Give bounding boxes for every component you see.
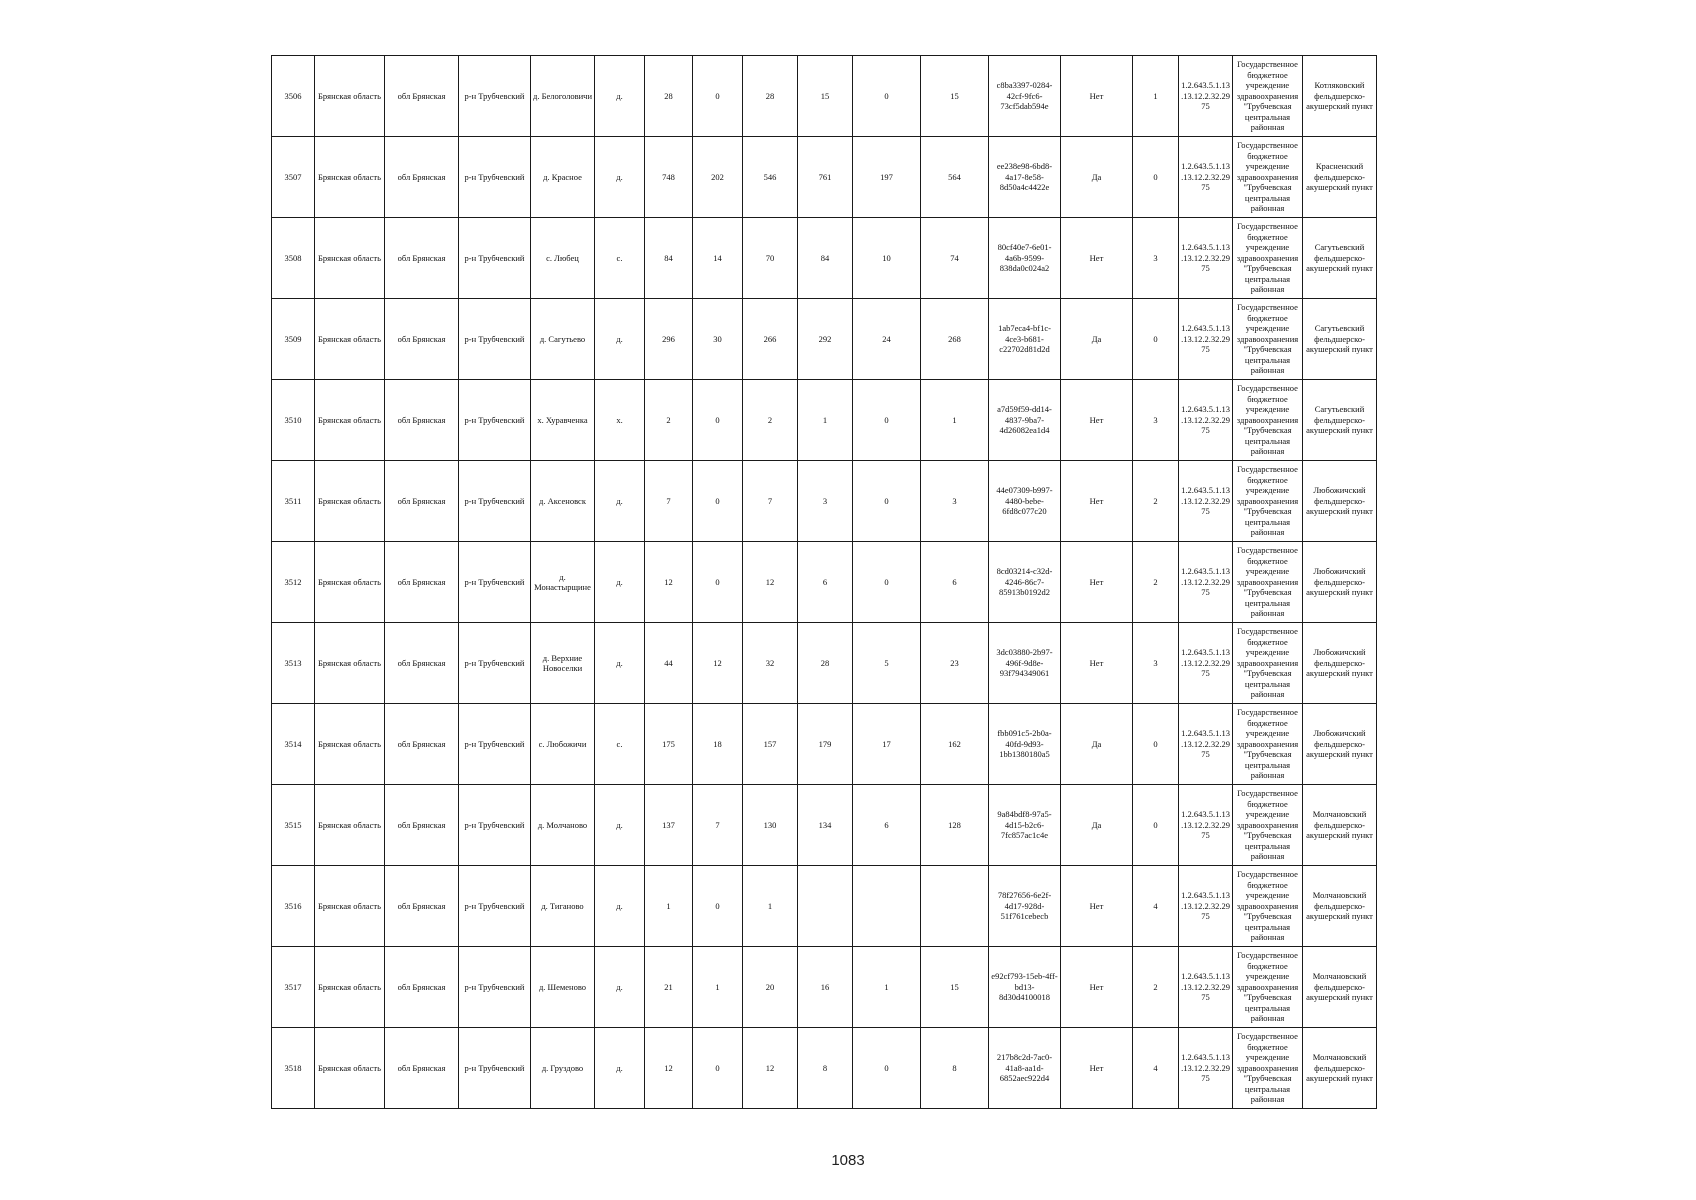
region-cell: Брянская область <box>315 623 385 704</box>
row-number-cell: 3506 <box>272 56 315 137</box>
population-total-prev-cell <box>798 866 853 947</box>
population-adults-cell: 1 <box>743 866 798 947</box>
district-cell: р-н Трубчевский <box>459 299 531 380</box>
population-children-cell: 1 <box>693 947 743 1028</box>
district-cell: р-н Трубчевский <box>459 947 531 1028</box>
oblast-cell: обл Брянская <box>385 137 459 218</box>
fias-guid-cell: 78f27656-6e2f-4d17-928d-51f761cebecb <box>989 866 1061 947</box>
medical-point-cell: Молчановский фельдшерско-акушерский пункт <box>1303 866 1377 947</box>
oblast-cell: обл Брянская <box>385 947 459 1028</box>
distance-cell: 0 <box>1133 785 1179 866</box>
row-number-cell: 3516 <box>272 866 315 947</box>
population-adults-cell: 546 <box>743 137 798 218</box>
row-number-cell: 3517 <box>272 947 315 1028</box>
medical-facility-flag-cell: Нет <box>1061 218 1133 299</box>
population-total-cell: 84 <box>645 218 693 299</box>
medical-facility-flag-cell: Да <box>1061 299 1133 380</box>
population-adults-cell: 2 <box>743 380 798 461</box>
population-total-cell: 12 <box>645 1028 693 1109</box>
distance-cell: 2 <box>1133 542 1179 623</box>
population-total-cell: 2 <box>645 380 693 461</box>
medical-point-cell: Любожичский фельдшерско-акушерский пункт <box>1303 704 1377 785</box>
oid-code-cell: 1.2.643.5.1.13.13.12.2.32.2975 <box>1179 704 1233 785</box>
organization-cell: Государственное бюджетное учреждение здравоохранения "Трубчевская центральная районная <box>1233 947 1303 1028</box>
population-adults-cell: 28 <box>743 56 798 137</box>
table-row <box>272 947 1377 1028</box>
row-number-cell: 3513 <box>272 623 315 704</box>
settlement-cell: д. Тиганово <box>531 866 595 947</box>
population-adults-cell: 32 <box>743 623 798 704</box>
settlement-type-cell: д. <box>595 1028 645 1109</box>
population-total-prev-cell: 6 <box>798 542 853 623</box>
table-row <box>272 623 1377 704</box>
table-row <box>272 380 1377 461</box>
fias-guid-cell: a7d59f59-dd14-4837-9ba7-4d26082ea1d4 <box>989 380 1061 461</box>
oblast-cell: обл Брянская <box>385 218 459 299</box>
population-children-prev-cell: 0 <box>853 1028 921 1109</box>
distance-cell: 0 <box>1133 704 1179 785</box>
region-cell: Брянская область <box>315 785 385 866</box>
population-total-cell: 7 <box>645 461 693 542</box>
medical-point-cell: Любожичский фельдшерско-акушерский пункт <box>1303 461 1377 542</box>
settlement-cell: д. Аксеновск <box>531 461 595 542</box>
oid-code-cell: 1.2.643.5.1.13.13.12.2.32.2975 <box>1179 218 1233 299</box>
district-cell: р-н Трубчевский <box>459 704 531 785</box>
medical-facility-flag-cell: Нет <box>1061 56 1133 137</box>
organization-cell: Государственное бюджетное учреждение здравоохранения "Трубчевская центральная районная <box>1233 137 1303 218</box>
medical-point-cell: Сагутьевский фельдшерско-акушерский пункт <box>1303 380 1377 461</box>
row-number-cell: 3511 <box>272 461 315 542</box>
distance-cell: 0 <box>1133 137 1179 218</box>
population-adults-prev-cell: 3 <box>921 461 989 542</box>
fias-guid-cell: 80cf40e7-6e01-4a6b-9599-838da0c024a2 <box>989 218 1061 299</box>
distance-cell: 1 <box>1133 56 1179 137</box>
region-cell: Брянская область <box>315 218 385 299</box>
population-adults-prev-cell: 1 <box>921 380 989 461</box>
settlement-type-cell: с. <box>595 704 645 785</box>
organization-cell: Государственное бюджетное учреждение здравоохранения "Трубчевская центральная районная <box>1233 704 1303 785</box>
population-total-prev-cell: 16 <box>798 947 853 1028</box>
organization-cell: Государственное бюджетное учреждение здравоохранения "Трубчевская центральная районная <box>1233 461 1303 542</box>
settlement-type-cell: с. <box>595 218 645 299</box>
settlement-cell: д. Молчаново <box>531 785 595 866</box>
fias-guid-cell: ee238e98-6bd8-4a17-8e58-8d50a4c4422e <box>989 137 1061 218</box>
row-number-cell: 3508 <box>272 218 315 299</box>
row-number-cell: 3512 <box>272 542 315 623</box>
organization-cell: Государственное бюджетное учреждение здравоохранения "Трубчевская центральная районная <box>1233 380 1303 461</box>
population-total-prev-cell: 28 <box>798 623 853 704</box>
population-total-prev-cell: 761 <box>798 137 853 218</box>
fias-guid-cell: e92cf793-15eb-4ff-bd13-8d30d4100018 <box>989 947 1061 1028</box>
oid-code-cell: 1.2.643.5.1.13.13.12.2.32.2975 <box>1179 1028 1233 1109</box>
medical-facility-flag-cell: Нет <box>1061 947 1133 1028</box>
population-total-prev-cell: 179 <box>798 704 853 785</box>
fias-guid-cell: 9a84bdf8-97a5-4d15-b2c6-7fc857ac1c4e <box>989 785 1061 866</box>
oid-code-cell: 1.2.643.5.1.13.13.12.2.32.2975 <box>1179 299 1233 380</box>
settlement-type-cell: д. <box>595 56 645 137</box>
population-adults-prev-cell: 128 <box>921 785 989 866</box>
medical-point-cell: Любожичский фельдшерско-акушерский пункт <box>1303 623 1377 704</box>
district-cell: р-н Трубчевский <box>459 785 531 866</box>
table-body <box>272 56 1377 1109</box>
organization-cell: Государственное бюджетное учреждение здравоохранения "Трубчевская центральная районная <box>1233 56 1303 137</box>
population-adults-cell: 157 <box>743 704 798 785</box>
oid-code-cell: 1.2.643.5.1.13.13.12.2.32.2975 <box>1179 866 1233 947</box>
district-cell: р-н Трубчевский <box>459 137 531 218</box>
settlement-type-cell: д. <box>595 137 645 218</box>
medical-facility-flag-cell: Да <box>1061 785 1133 866</box>
row-number-cell: 3507 <box>272 137 315 218</box>
medical-facility-flag-cell: Нет <box>1061 623 1133 704</box>
population-adults-prev-cell <box>921 866 989 947</box>
distance-cell: 2 <box>1133 461 1179 542</box>
medical-facility-flag-cell: Да <box>1061 137 1133 218</box>
distance-cell: 3 <box>1133 218 1179 299</box>
population-children-cell: 0 <box>693 461 743 542</box>
settlement-type-cell: х. <box>595 380 645 461</box>
region-cell: Брянская область <box>315 461 385 542</box>
settlement-cell: с. Любец <box>531 218 595 299</box>
oblast-cell: обл Брянская <box>385 299 459 380</box>
table-row <box>272 56 1377 137</box>
fias-guid-cell: 44e07309-b997-4480-bebe-6fd8c077c20 <box>989 461 1061 542</box>
population-children-prev-cell: 24 <box>853 299 921 380</box>
district-cell: р-н Трубчевский <box>459 461 531 542</box>
settlement-type-cell: д. <box>595 866 645 947</box>
fias-guid-cell: c8ba3397-0284-42cf-9fc6-73cf5dab594e <box>989 56 1061 137</box>
population-children-prev-cell: 17 <box>853 704 921 785</box>
medical-facility-flag-cell: Нет <box>1061 866 1133 947</box>
population-children-cell: 0 <box>693 1028 743 1109</box>
population-children-prev-cell: 0 <box>853 542 921 623</box>
population-total-cell: 21 <box>645 947 693 1028</box>
population-children-prev-cell: 10 <box>853 218 921 299</box>
population-total-prev-cell: 3 <box>798 461 853 542</box>
medical-point-cell: Сагутьевский фельдшерско-акушерский пункт <box>1303 218 1377 299</box>
row-number-cell: 3510 <box>272 380 315 461</box>
region-cell: Брянская область <box>315 56 385 137</box>
settlement-cell: д. Красное <box>531 137 595 218</box>
organization-cell: Государственное бюджетное учреждение здравоохранения "Трубчевская центральная районная <box>1233 1028 1303 1109</box>
population-adults-prev-cell: 564 <box>921 137 989 218</box>
population-adults-cell: 20 <box>743 947 798 1028</box>
population-children-prev-cell: 197 <box>853 137 921 218</box>
oblast-cell: обл Брянская <box>385 542 459 623</box>
population-total-cell: 44 <box>645 623 693 704</box>
settlement-type-cell: д. <box>595 299 645 380</box>
oblast-cell: обл Брянская <box>385 380 459 461</box>
population-children-cell: 0 <box>693 380 743 461</box>
organization-cell: Государственное бюджетное учреждение здравоохранения "Трубчевская центральная районная <box>1233 542 1303 623</box>
oid-code-cell: 1.2.643.5.1.13.13.12.2.32.2975 <box>1179 947 1233 1028</box>
row-number-cell: 3515 <box>272 785 315 866</box>
population-total-cell: 175 <box>645 704 693 785</box>
oid-code-cell: 1.2.643.5.1.13.13.12.2.32.2975 <box>1179 380 1233 461</box>
distance-cell: 3 <box>1133 623 1179 704</box>
settlements-table <box>271 55 1377 1109</box>
population-total-cell: 28 <box>645 56 693 137</box>
district-cell: р-н Трубчевский <box>459 56 531 137</box>
oblast-cell: обл Брянская <box>385 704 459 785</box>
oblast-cell: обл Брянская <box>385 785 459 866</box>
medical-point-cell: Молчановский фельдшерско-акушерский пункт <box>1303 1028 1377 1109</box>
region-cell: Брянская область <box>315 137 385 218</box>
table-row <box>272 461 1377 542</box>
population-adults-prev-cell: 15 <box>921 947 989 1028</box>
fias-guid-cell: 3dc03880-2b97-496f-9d8e-93f794349061 <box>989 623 1061 704</box>
settlement-cell: д. Верхние Новоселки <box>531 623 595 704</box>
row-number-cell: 3509 <box>272 299 315 380</box>
population-total-prev-cell: 292 <box>798 299 853 380</box>
region-cell: Брянская область <box>315 704 385 785</box>
population-total-cell: 1 <box>645 866 693 947</box>
population-adults-prev-cell: 8 <box>921 1028 989 1109</box>
population-children-cell: 202 <box>693 137 743 218</box>
medical-facility-flag-cell: Нет <box>1061 461 1133 542</box>
medical-point-cell: Молчановский фельдшерско-акушерский пункт <box>1303 947 1377 1028</box>
population-children-prev-cell: 6 <box>853 785 921 866</box>
settlement-cell: д. Монастырщине <box>531 542 595 623</box>
row-number-cell: 3518 <box>272 1028 315 1109</box>
population-total-prev-cell: 1 <box>798 380 853 461</box>
population-children-prev-cell: 1 <box>853 947 921 1028</box>
distance-cell: 0 <box>1133 299 1179 380</box>
oblast-cell: обл Брянская <box>385 56 459 137</box>
population-children-prev-cell: 0 <box>853 380 921 461</box>
district-cell: р-н Трубчевский <box>459 218 531 299</box>
settlement-cell: с. Любожичи <box>531 704 595 785</box>
fias-guid-cell: 217b8c2d-7ac0-41a8-aa1d-6852aec922d4 <box>989 1028 1061 1109</box>
population-total-cell: 748 <box>645 137 693 218</box>
distance-cell: 4 <box>1133 1028 1179 1109</box>
oid-code-cell: 1.2.643.5.1.13.13.12.2.32.2975 <box>1179 137 1233 218</box>
population-total-prev-cell: 134 <box>798 785 853 866</box>
district-cell: р-н Трубчевский <box>459 866 531 947</box>
population-children-cell: 12 <box>693 623 743 704</box>
settlement-type-cell: д. <box>595 623 645 704</box>
population-adults-cell: 266 <box>743 299 798 380</box>
table-row <box>272 218 1377 299</box>
table-row <box>272 704 1377 785</box>
population-total-prev-cell: 15 <box>798 56 853 137</box>
page-number: 1083 <box>831 1152 865 1169</box>
organization-cell: Государственное бюджетное учреждение здравоохранения "Трубчевская центральная районная <box>1233 218 1303 299</box>
population-total-prev-cell: 84 <box>798 218 853 299</box>
fias-guid-cell: fbb091c5-2b0a-40fd-9d93-1bb1380180a5 <box>989 704 1061 785</box>
settlement-type-cell: д. <box>595 947 645 1028</box>
oid-code-cell: 1.2.643.5.1.13.13.12.2.32.2975 <box>1179 542 1233 623</box>
medical-point-cell: Любожичский фельдшерско-акушерский пункт <box>1303 542 1377 623</box>
population-children-prev-cell <box>853 866 921 947</box>
organization-cell: Государственное бюджетное учреждение здравоохранения "Трубчевская центральная районная <box>1233 299 1303 380</box>
distance-cell: 3 <box>1133 380 1179 461</box>
settlement-type-cell: д. <box>595 785 645 866</box>
population-total-cell: 137 <box>645 785 693 866</box>
oid-code-cell: 1.2.643.5.1.13.13.12.2.32.2975 <box>1179 56 1233 137</box>
population-total-prev-cell: 8 <box>798 1028 853 1109</box>
table-row <box>272 785 1377 866</box>
population-adults-cell: 12 <box>743 1028 798 1109</box>
settlement-type-cell: д. <box>595 542 645 623</box>
population-children-cell: 0 <box>693 56 743 137</box>
population-adults-cell: 70 <box>743 218 798 299</box>
oid-code-cell: 1.2.643.5.1.13.13.12.2.32.2975 <box>1179 623 1233 704</box>
medical-facility-flag-cell: Да <box>1061 704 1133 785</box>
table-row <box>272 299 1377 380</box>
population-children-cell: 0 <box>693 866 743 947</box>
population-children-cell: 18 <box>693 704 743 785</box>
population-children-cell: 14 <box>693 218 743 299</box>
oid-code-cell: 1.2.643.5.1.13.13.12.2.32.2975 <box>1179 461 1233 542</box>
region-cell: Брянская область <box>315 380 385 461</box>
population-adults-prev-cell: 23 <box>921 623 989 704</box>
settlement-cell: д. Сагутьево <box>531 299 595 380</box>
table-row <box>272 1028 1377 1109</box>
organization-cell: Государственное бюджетное учреждение здравоохранения "Трубчевская центральная районная <box>1233 785 1303 866</box>
medical-facility-flag-cell: Нет <box>1061 380 1133 461</box>
distance-cell: 4 <box>1133 866 1179 947</box>
population-adults-prev-cell: 162 <box>921 704 989 785</box>
row-number-cell: 3514 <box>272 704 315 785</box>
population-adults-prev-cell: 268 <box>921 299 989 380</box>
region-cell: Брянская область <box>315 299 385 380</box>
table-row <box>272 866 1377 947</box>
population-children-cell: 7 <box>693 785 743 866</box>
population-adults-cell: 12 <box>743 542 798 623</box>
population-total-cell: 296 <box>645 299 693 380</box>
population-children-prev-cell: 0 <box>853 461 921 542</box>
medical-point-cell: Молчановский фельдшерско-акушерский пункт <box>1303 785 1377 866</box>
table-row <box>272 137 1377 218</box>
region-cell: Брянская область <box>315 542 385 623</box>
oid-code-cell: 1.2.643.5.1.13.13.12.2.32.2975 <box>1179 785 1233 866</box>
population-total-cell: 12 <box>645 542 693 623</box>
oblast-cell: обл Брянская <box>385 866 459 947</box>
population-children-cell: 0 <box>693 542 743 623</box>
population-adults-cell: 130 <box>743 785 798 866</box>
medical-point-cell: Котляковский фельдшерско-акушерский пункт <box>1303 56 1377 137</box>
medical-facility-flag-cell: Нет <box>1061 1028 1133 1109</box>
settlement-cell: д. Шеменово <box>531 947 595 1028</box>
organization-cell: Государственное бюджетное учреждение здравоохранения "Трубчевская центральная районная <box>1233 866 1303 947</box>
district-cell: р-н Трубчевский <box>459 623 531 704</box>
organization-cell: Государственное бюджетное учреждение здравоохранения "Трубчевская центральная районная <box>1233 623 1303 704</box>
table-row <box>272 542 1377 623</box>
medical-point-cell: Красненский фельдшерско-акушерский пункт <box>1303 137 1377 218</box>
distance-cell: 2 <box>1133 947 1179 1028</box>
region-cell: Брянская область <box>315 1028 385 1109</box>
settlement-cell: х. Хуравченка <box>531 380 595 461</box>
medical-facility-flag-cell: Нет <box>1061 542 1133 623</box>
settlement-cell: д. Белоголовичи <box>531 56 595 137</box>
fias-guid-cell: 8cd03214-c32d-4246-86c7-85913b0192d2 <box>989 542 1061 623</box>
medical-point-cell: Сагутьевский фельдшерско-акушерский пункт <box>1303 299 1377 380</box>
population-adults-prev-cell: 15 <box>921 56 989 137</box>
population-children-prev-cell: 0 <box>853 56 921 137</box>
population-adults-prev-cell: 6 <box>921 542 989 623</box>
population-adults-cell: 7 <box>743 461 798 542</box>
district-cell: р-н Трубчевский <box>459 1028 531 1109</box>
district-cell: р-н Трубчевский <box>459 380 531 461</box>
settlement-type-cell: д. <box>595 461 645 542</box>
fias-guid-cell: 1ab7eca4-bf1c-4ce3-b681-c22702d81d2d <box>989 299 1061 380</box>
region-cell: Брянская область <box>315 947 385 1028</box>
oblast-cell: обл Брянская <box>385 461 459 542</box>
oblast-cell: обл Брянская <box>385 1028 459 1109</box>
population-children-cell: 30 <box>693 299 743 380</box>
district-cell: р-н Трубчевский <box>459 542 531 623</box>
region-cell: Брянская область <box>315 866 385 947</box>
oblast-cell: обл Брянская <box>385 623 459 704</box>
settlement-cell: д. Груздово <box>531 1028 595 1109</box>
population-adults-prev-cell: 74 <box>921 218 989 299</box>
population-children-prev-cell: 5 <box>853 623 921 704</box>
